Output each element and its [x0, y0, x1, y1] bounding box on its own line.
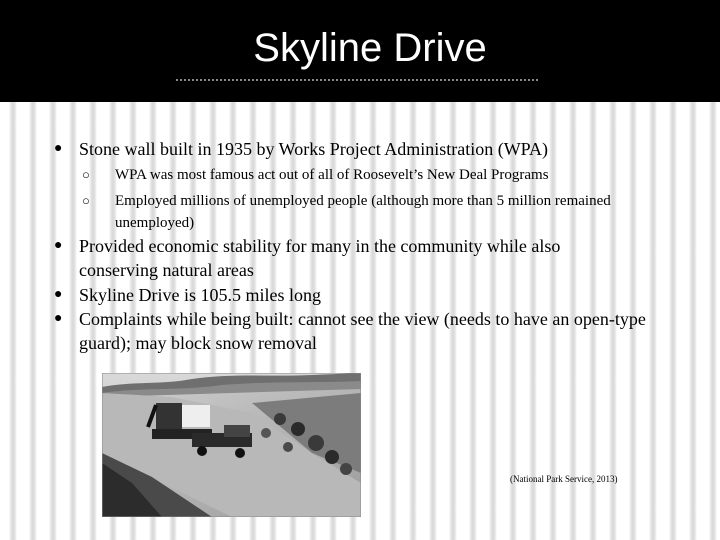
sub-bullet-text: WPA was most famous act out of all of Roosevelt’s New Deal Programs	[115, 167, 549, 183]
bullet-marker: ●	[54, 141, 63, 156]
sub-bullet-text: Employed millions of unemployed people (although more than 5 million remained unemployed)	[115, 193, 611, 231]
bullet-marker: ●	[54, 287, 63, 302]
bullet-marker: ●	[54, 238, 63, 253]
bullet-text: Complaints while being built: cannot see the view (needs to have an open-type guard); may block snow removal	[79, 309, 646, 353]
sub-bullet-marker: ○	[82, 167, 90, 182]
slide-title: Skyline Drive	[253, 26, 487, 70]
bullet-text: Stone wall built in 1935 by Works Project Administration (WPA)	[79, 139, 549, 159]
historical-photo-road-construction	[102, 373, 361, 517]
bullet-text: Skyline Drive is 105.5 miles long	[79, 285, 321, 305]
sub-bullet-marker: ○	[82, 193, 90, 208]
bullet-text: Provided economic stability for many in the community while also conserving natural areas	[79, 236, 561, 280]
bullet-marker: ●	[54, 311, 63, 326]
photo-citation: (National Park Service, 2013)	[510, 474, 618, 484]
